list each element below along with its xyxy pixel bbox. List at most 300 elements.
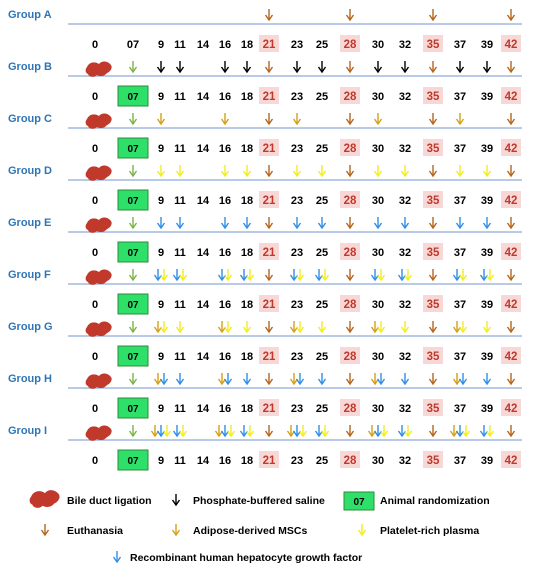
day-label: 32 [398,195,412,207]
euthanasia-arrow-icon [508,217,515,228]
liver-icon [86,373,112,388]
day-label: 07 [126,39,140,51]
legend [30,490,490,564]
day-label: 18 [240,247,254,259]
legend-adsc-label: Adipose-derived MSCs [193,525,308,537]
prp-arrow-icon [180,425,187,436]
day-label: 25 [315,247,329,259]
day-label: 25 [315,143,329,155]
prp-arrow-icon [460,321,467,332]
day-label: 32 [398,403,412,415]
prp-arrow-icon [247,269,254,280]
pbs-arrow-icon [457,61,464,72]
arrow-shape [359,524,366,535]
adsc-arrow-icon [216,425,223,436]
liver-icon [86,61,112,76]
prp-arrow-icon [463,425,470,436]
day-label: 18 [240,455,254,467]
day-label: 37 [453,403,467,415]
pbs-arrow-icon [222,61,229,72]
euthanasia-arrow-icon [508,113,515,124]
day-label: 18 [240,91,254,103]
liver-icon [30,490,60,508]
group-label: Group I [8,425,48,437]
day-label-euthanasia: 35 [426,403,440,415]
prp-arrow-icon [487,425,494,436]
prp-arrow-icon [402,165,409,176]
day-label-euthanasia: 21 [262,403,276,415]
prp-arrow-icon [381,425,388,436]
euthanasia-arrow-icon [347,61,354,72]
day-label: 14 [196,91,210,103]
prp-arrow-icon [244,165,251,176]
day-label: 39 [480,91,494,103]
day-label: 18 [240,39,254,51]
adsc-arrow-icon [152,425,159,436]
day-label-euthanasia: 42 [504,91,518,103]
day-label-euthanasia: 42 [504,403,518,415]
day-label: 11 [174,39,186,51]
day-label-euthanasia: 28 [343,195,357,207]
day-label: 11 [174,195,186,207]
day-label: 14 [196,247,210,259]
hgf-arrow-icon [244,217,251,228]
prp-arrow-icon [322,269,329,280]
arrow-shape [173,494,180,505]
prp-arrow-icon [158,165,165,176]
day-label: 9 [157,91,165,103]
prp-arrow-icon [378,321,385,332]
randomization-arrow-icon [130,217,137,228]
euthanasia-arrow-icon [430,321,437,332]
euthanasia-arrow-icon [508,61,515,72]
pbs-arrow-icon [375,61,382,72]
day-label: 25 [315,299,329,311]
arrow-shape [114,551,121,562]
day-label: 14 [196,39,210,51]
prp-arrow-icon [161,269,168,280]
day-label: 23 [290,91,304,103]
pbs-arrow-icon [244,61,251,72]
legend-euthanasia-label: Euthanasia [67,525,124,537]
day-label: 39 [480,299,494,311]
hgf-arrow-icon [319,217,326,228]
hgf-arrow-icon [114,551,121,562]
liver-icon [86,113,112,128]
euthanasia-arrow-icon [430,61,437,72]
randomization-arrow-icon [130,321,137,332]
hgf-arrow-icon [402,217,409,228]
day-label-euthanasia: 28 [343,247,357,259]
day-label: 25 [315,455,329,467]
group-row [8,373,522,418]
hgf-arrow-icon [319,373,326,384]
adsc-arrow-icon [457,113,464,124]
day-label-euthanasia: 28 [343,403,357,415]
day-label: 32 [398,143,412,155]
day-label: 11 [174,299,186,311]
prp-arrow-icon [484,165,491,176]
prp-arrow-icon [319,321,326,332]
day-label: 0 [91,403,99,415]
hgf-arrow-icon [241,269,248,280]
adsc-arrow-icon [288,425,295,436]
euthanasia-arrow-icon [508,321,515,332]
arrow-shape [173,524,180,535]
day-label: 07 [127,92,139,103]
prp-arrow-icon [164,425,171,436]
hgf-arrow-icon [402,373,409,384]
randomization-arrow-icon [130,113,137,124]
day-label: 25 [315,195,329,207]
euthanasia-arrow-icon [347,425,354,436]
hgf-arrow-icon [291,269,298,280]
prp-arrow-icon [294,165,301,176]
day-label: 0 [91,39,99,51]
pbs-arrow-icon [319,61,326,72]
day-label: 07 [127,300,139,311]
group-label: Group H [8,373,52,385]
liver-icon [86,321,112,336]
adsc-arrow-icon [155,373,162,384]
day-label: 0 [91,195,99,207]
day-label: 39 [480,247,494,259]
day-label: 30 [371,195,385,207]
day-label: 39 [480,143,494,155]
prp-arrow-icon [484,321,491,332]
day-label: 37 [453,39,467,51]
euthanasia-arrow-icon [266,321,273,332]
group-row [8,165,522,210]
legend-hgf [114,551,363,564]
euthanasia-arrow-icon [266,9,273,20]
group-label: Group B [8,61,52,73]
hgf-arrow-icon [244,373,251,384]
day-label-euthanasia: 35 [426,455,440,467]
day-label: 25 [315,39,329,51]
prp-arrow-icon [402,321,409,332]
hgf-arrow-icon [219,269,226,280]
legend-randomization-label: Animal randomization [380,495,490,507]
euthanasia-arrow-icon [508,9,515,20]
day-label-euthanasia: 35 [426,143,440,155]
hgf-arrow-icon [161,373,168,384]
randomization-arrow-icon [130,165,137,176]
day-label: 30 [371,143,385,155]
hgf-arrow-icon [222,425,229,436]
day-label: 39 [480,403,494,415]
liver-icon [86,217,112,232]
hgf-arrow-icon [378,373,385,384]
hgf-arrow-icon [375,217,382,228]
day-label: 37 [453,143,467,155]
hgf-arrow-icon [241,425,248,436]
day-label: 23 [290,403,304,415]
randomization-arrow-icon [130,269,137,280]
day-label: 18 [240,143,254,155]
adsc-arrow-icon [294,113,301,124]
day-label: 25 [315,351,329,363]
prp-arrow-icon [487,269,494,280]
day-label: 18 [240,299,254,311]
adsc-arrow-icon [155,321,162,332]
group-label: Group D [8,165,52,177]
group-row [8,9,522,52]
euthanasia-arrow-icon [266,61,273,72]
hgf-arrow-icon [484,217,491,228]
hgf-arrow-icon [460,373,467,384]
euthanasia-arrow-icon [347,373,354,384]
day-label: 11 [174,247,186,259]
group-row [8,269,522,314]
legend-pbs [173,494,326,507]
group-label: Group C [8,113,52,125]
day-label: 11 [174,351,186,363]
hgf-arrow-icon [454,269,461,280]
liver-icon [86,425,112,440]
day-label: 9 [157,39,165,51]
day-label-euthanasia: 35 [426,299,440,311]
legend-bdl [30,490,152,508]
day-label: 14 [196,455,210,467]
prp-arrow-icon [457,165,464,176]
day-label: 23 [290,195,304,207]
day-label: 18 [240,403,254,415]
group-label: Group F [8,269,51,281]
day-label: 07 [127,248,139,259]
hgf-arrow-icon [177,373,184,384]
pbs-arrow-icon [177,61,184,72]
euthanasia-arrow-icon [266,113,273,124]
day-label-euthanasia: 35 [426,39,440,51]
prp-arrow-icon [177,165,184,176]
day-label: 14 [196,403,210,415]
euthanasia-arrow-icon [430,217,437,228]
adsc-arrow-icon [158,113,165,124]
adsc-arrow-icon [219,373,226,384]
day-label: 23 [290,247,304,259]
hgf-arrow-icon [457,425,464,436]
day-label: 16 [218,403,232,415]
day-label: 14 [196,351,210,363]
hgf-arrow-icon [481,425,488,436]
randomization-arrow-icon [130,373,137,384]
group-row [8,321,522,366]
day-label: 39 [480,39,494,51]
prp-arrow-icon [247,425,254,436]
adsc-arrow-icon [291,373,298,384]
euthanasia-arrow-icon [430,113,437,124]
day-label-euthanasia: 21 [262,143,276,155]
hgf-arrow-icon [316,269,323,280]
day-label: 23 [290,351,304,363]
day-label-euthanasia: 21 [262,91,276,103]
liver-icon [86,165,112,180]
day-label: 9 [157,195,165,207]
hgf-arrow-icon [375,425,382,436]
hgf-arrow-icon [174,269,181,280]
euthanasia-arrow-icon [430,269,437,280]
hgf-arrow-icon [457,217,464,228]
day-label-euthanasia: 42 [504,195,518,207]
euthanasia-arrow-icon [347,217,354,228]
legend-hgf-label: Recombinant human hepatocyte growth factor [130,552,363,564]
adsc-arrow-icon [454,321,461,332]
day-label: 30 [371,39,385,51]
legend-prp-label: Platelet-rich plasma [380,525,480,537]
liver-icon [86,269,112,284]
day-label-euthanasia: 21 [262,247,276,259]
day-label: 0 [91,299,99,311]
day-label-euthanasia: 21 [262,299,276,311]
legend-prp [359,524,480,537]
euthanasia-arrow-icon [347,269,354,280]
day-label: 11 [174,91,186,103]
hgf-arrow-icon [484,373,491,384]
day-label: 32 [398,39,412,51]
hgf-arrow-icon [316,425,323,436]
day-label-euthanasia: 35 [426,195,440,207]
euthanasia-arrow-icon [266,269,273,280]
group-row [8,61,522,106]
day-label: 9 [157,351,165,363]
day-label: 23 [290,299,304,311]
day-label-euthanasia: 28 [343,455,357,467]
adsc-arrow-icon [291,321,298,332]
group-row [8,425,522,470]
day-label: 07 [127,144,139,155]
day-label: 16 [218,91,232,103]
prp-arrow-icon [297,269,304,280]
day-label: 37 [453,247,467,259]
day-label-euthanasia: 42 [504,39,518,51]
day-label-euthanasia: 28 [343,143,357,155]
day-label-euthanasia: 28 [343,91,357,103]
day-label: 30 [371,299,385,311]
euthanasia-arrow-icon [430,9,437,20]
adsc-arrow-icon [451,425,458,436]
prp-arrow-icon [359,524,366,535]
day-label: 16 [218,299,232,311]
hgf-arrow-icon [481,269,488,280]
group-label: Group G [8,321,53,333]
day-label: 9 [157,247,165,259]
prp-arrow-icon [300,425,307,436]
day-label: 32 [398,351,412,363]
day-label: 25 [315,91,329,103]
day-label-euthanasia: 21 [262,39,276,51]
day-label-euthanasia: 42 [504,143,518,155]
day-label: 30 [371,403,385,415]
hgf-arrow-icon [174,425,181,436]
pbs-arrow-icon [402,61,409,72]
day-label: 14 [196,195,210,207]
day-label: 16 [218,143,232,155]
day-label-euthanasia: 28 [343,351,357,363]
day-label: 11 [174,455,186,467]
prp-arrow-icon [319,165,326,176]
day-label-euthanasia: 42 [504,455,518,467]
legend-euthanasia [42,524,124,537]
day-label: 32 [398,247,412,259]
hgf-arrow-icon [297,373,304,384]
prp-arrow-icon [222,165,229,176]
day-label: 32 [398,299,412,311]
day-label: 07 [127,196,139,207]
day-label: 30 [371,91,385,103]
pbs-arrow-icon [484,61,491,72]
day-label: 0 [91,91,99,103]
legend-randomization [344,492,490,510]
day-label: 18 [240,351,254,363]
euthanasia-arrow-icon [430,373,437,384]
day-label: 32 [398,455,412,467]
day-label: 16 [218,351,232,363]
day-label: 07 [127,404,139,415]
euthanasia-arrow-icon [430,165,437,176]
hgf-arrow-icon [399,269,406,280]
euthanasia-arrow-icon [266,217,273,228]
day-label: 30 [371,455,385,467]
day-label: 30 [371,351,385,363]
euthanasia-arrow-icon [508,269,515,280]
pbs-arrow-icon [158,61,165,72]
day-label: 16 [218,195,232,207]
day-label: 14 [196,299,210,311]
day-label: 37 [453,299,467,311]
prp-arrow-icon [378,269,385,280]
hgf-arrow-icon [158,217,165,228]
day-label: 0 [91,455,99,467]
pbs-arrow-icon [173,494,180,505]
adsc-arrow-icon [375,113,382,124]
legend-adsc [173,524,308,537]
day-label-euthanasia: 21 [262,351,276,363]
hgf-arrow-icon [158,425,165,436]
adsc-arrow-icon [372,373,379,384]
day-label: 32 [398,91,412,103]
prp-arrow-icon [225,321,232,332]
prp-arrow-icon [228,425,235,436]
day-label: 39 [480,351,494,363]
euthanasia-arrow-icon [347,113,354,124]
day-label: 39 [480,195,494,207]
day-label: 23 [290,143,304,155]
day-label: 0 [91,351,99,363]
hgf-arrow-icon [177,217,184,228]
prp-arrow-icon [244,321,251,332]
hgf-arrow-icon [155,269,162,280]
prp-arrow-icon [180,269,187,280]
day-label: 25 [315,403,329,415]
day-label: 37 [453,91,467,103]
euthanasia-arrow-icon [508,425,515,436]
euthanasia-arrow-icon [266,165,273,176]
day-label: 11 [174,403,186,415]
group-row [8,217,522,262]
euthanasia-arrow-icon [266,373,273,384]
prp-arrow-icon [405,269,412,280]
hgf-arrow-icon [225,373,232,384]
day-label-euthanasia: 35 [426,351,440,363]
day-label: 16 [218,247,232,259]
day-label: 0 [91,143,99,155]
day-label-euthanasia: 35 [426,247,440,259]
prp-arrow-icon [177,321,184,332]
day-label: 14 [196,143,210,155]
adsc-arrow-icon [173,524,180,535]
group-label: Group E [8,217,52,229]
